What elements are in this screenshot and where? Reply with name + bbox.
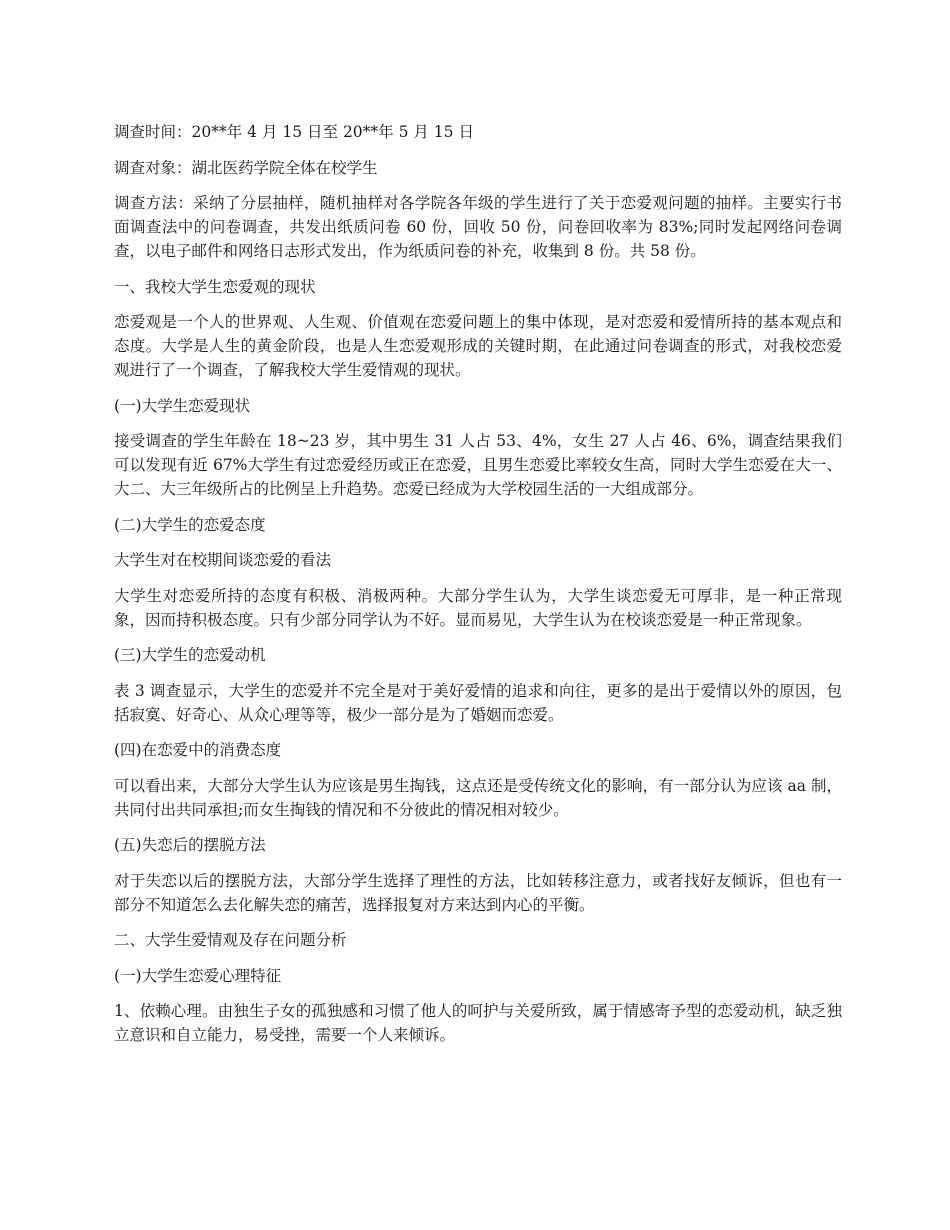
paragraph-spending: 可以看出来，大部分大学生认为应该是男生掏钱，这点还是受传统文化的影响，有一部分认为应该 aa 制，共同付出共同承担;而女生掏钱的情况和不分彼此的情况相对较少。 xyxy=(114,776,842,819)
subsection-heading-1-3: (三)大学生的恋爱动机 xyxy=(114,646,266,664)
paragraph-breakup: 对于失恋以后的摆脱方法，大部分学生选择了理性的方法，比如转移注意力，或者找好友倾诉，但也有一部分不知道怎么去化解失恋的痛苦，选择报复对方来达到内心的平衡。 xyxy=(114,871,842,914)
subsection-heading-2-1: (一)大学生恋爱心理特征 xyxy=(114,966,282,985)
paragraph-motivation: 表 3 调查显示，大学生的恋爱并不完全是对于美好爱情的追求和向往，更多的是出于爱情以外的原因，包括寂寞、好奇心、从众心理等等，极少一部分是为了婚姻而恋爱。 xyxy=(114,681,842,724)
subsection-heading-1-5: (五)失恋后的摆脱方法 xyxy=(114,836,266,854)
section-heading-2: 二、大学生爱情观及存在问题分析 xyxy=(114,931,347,949)
survey-time: 调查时间：20**年 4 月 15 日至 20**年 5 月 15 日 xyxy=(114,123,474,141)
survey-method: 调查方法：采纳了分层抽样，随机抽样对各学院各年级的学生进行了关于恋爱观问题的抽样。主要实行书面调查法中的问卷调查，共发出纸质问卷 60 份，回收 50 份，问卷回收率为 83%;同时发起网络问卷调查，以电子邮件和网络日志形式发出，作为纸质问卷的补充，收集到 8 份。共 58 份。 xyxy=(114,194,842,260)
paragraph-love-status: 接受调查的学生年龄在 18~23 岁，其中男生 31 人占 53、4%，女生 27 人占 46、6%，调查结果我们可以发现有近 67%大学生有过恋爱经历或正在恋爱，且男生恋爱比率较女生高，同时大学生恋爱在大一、大二、大三年级所占的比例呈上升趋势。恋爱已经成为大学校园生活的一大组成部分。 xyxy=(114,432,842,498)
paragraph-intro: 恋爱观是一个人的世界观、人生观、价值观在恋爱问题上的集中体现，是对恋爱和爱情所持的基本观点和态度。大学是人生的黄金阶段，也是人生恋爱观形成的关键时期，在此通过问卷调查的形式，对我校恋爱观进行了一个调查，了解我校大学生爱情观的现状。 xyxy=(114,313,842,379)
subsection-heading-1-4: (四)在恋爱中的消费态度 xyxy=(114,741,282,759)
survey-subject: 调查对象：湖北医药学院全体在校学生 xyxy=(114,158,378,177)
section-heading-1: 一、我校大学生恋爱观的现状 xyxy=(114,277,316,296)
sub-subheading-opinion: 大学生对在校期间谈恋爱的看法 xyxy=(114,551,332,569)
subsection-heading-1-2: (二)大学生的恋爱态度 xyxy=(114,515,266,534)
document-body xyxy=(114,120,842,1059)
subsection-heading-1-1: (一)大学生恋爱现状 xyxy=(114,396,251,415)
paragraph-attitude: 大学生对恋爱所持的态度有积极、消极两种。大部分学生认为，大学生谈恋爱无可厚非，是一种正常现象，因而持积极态度。只有少部分同学认为不好。显而易见，大学生认为在校谈恋爱是一种正常现象。 xyxy=(114,586,842,629)
paragraph-dependence: 1、依赖心理。由独生子女的孤独感和习惯了他人的呵护与关爱所致，属于情感寄予型的恋爱动机，缺乏独立意识和自立能力，易受挫，需要一个人来倾诉。 xyxy=(114,1002,842,1044)
